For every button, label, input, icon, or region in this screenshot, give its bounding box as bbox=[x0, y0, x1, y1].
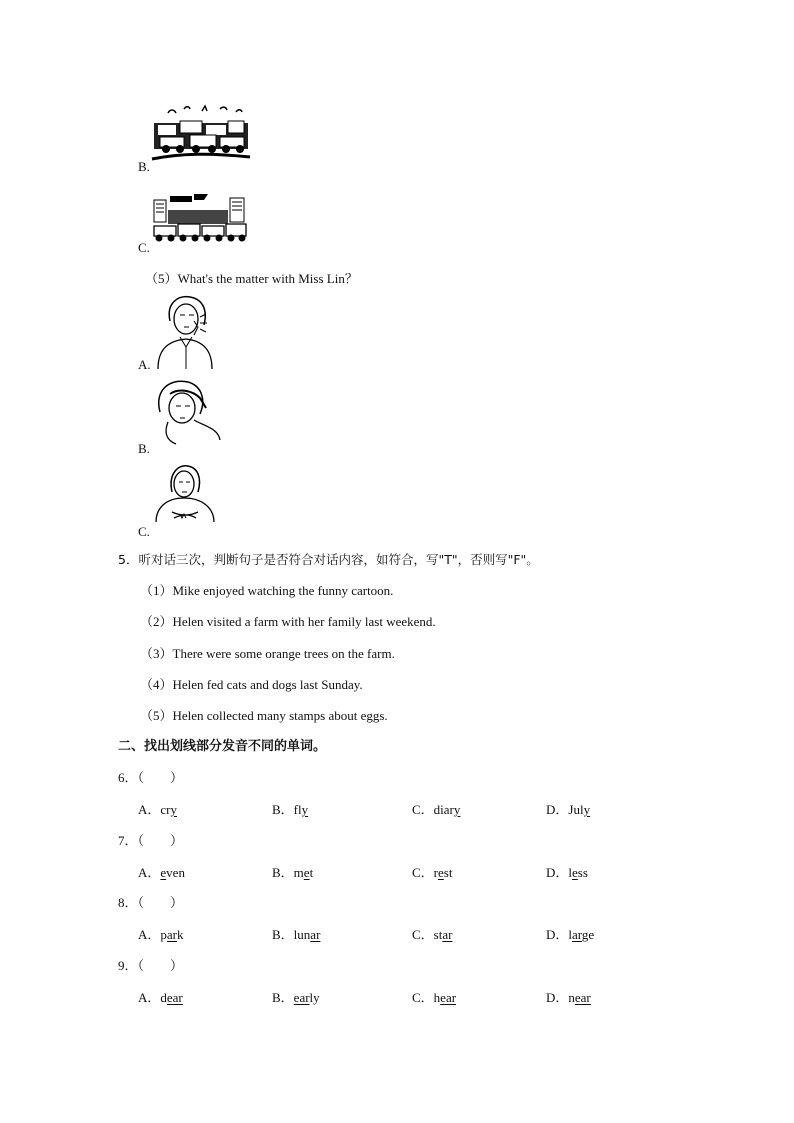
answer-option[interactable] bbox=[138, 927, 184, 942]
answer-option[interactable] bbox=[138, 990, 183, 1005]
underlined-letters: y bbox=[453, 802, 461, 817]
underlined-letters: ar bbox=[310, 927, 321, 942]
word-part: fl bbox=[293, 802, 302, 817]
option-letter: C． bbox=[412, 990, 434, 1005]
option-a-picture-toothache bbox=[150, 293, 220, 369]
word-part: d bbox=[160, 990, 167, 1005]
option-b-label: B. bbox=[138, 441, 150, 456]
option-letter: C． bbox=[412, 802, 434, 817]
underlined-letters: ar bbox=[166, 927, 177, 942]
list-item: （2）Helen visited a farm with her family last weekend. bbox=[140, 614, 436, 629]
word-part: h bbox=[433, 990, 441, 1005]
answer-option[interactable] bbox=[412, 802, 460, 817]
answer-option[interactable] bbox=[138, 865, 185, 880]
crowded-street-icon bbox=[150, 190, 250, 250]
underlined-letters: ar bbox=[442, 927, 453, 942]
word-part: ven bbox=[166, 865, 185, 880]
word-part: ge bbox=[581, 927, 595, 942]
underlined-letters: e bbox=[438, 865, 444, 880]
question-number: 9．（ ） bbox=[118, 958, 184, 973]
option-letter: A． bbox=[138, 865, 161, 880]
option-letter: A． bbox=[138, 802, 161, 817]
underlined-letters: ear bbox=[574, 990, 591, 1005]
list-item: （1）Mike enjoyed watching the funny cartoon. bbox=[140, 583, 394, 598]
word-part: l bbox=[568, 927, 573, 942]
option-c-picture-stomachache bbox=[150, 462, 222, 534]
underlined-letters: ear bbox=[440, 990, 457, 1005]
option-letter: A． bbox=[138, 927, 161, 942]
option-c-label: C. bbox=[138, 524, 150, 539]
list-item: （3）There were some orange trees on the farm. bbox=[140, 646, 395, 661]
option-c-picture-traffic bbox=[150, 190, 250, 250]
question-number: 8．（ ） bbox=[118, 895, 184, 910]
underlined-letters: e bbox=[303, 865, 310, 880]
answer-option[interactable] bbox=[546, 865, 588, 880]
list-item: （5）Helen collected many stamps about eggs. bbox=[140, 708, 388, 723]
underlined-letters: e bbox=[572, 865, 578, 880]
word-part: r bbox=[433, 865, 439, 880]
word-part: n bbox=[568, 990, 575, 1005]
word-part: m bbox=[293, 865, 304, 880]
word-part: Jul bbox=[568, 802, 584, 817]
underlined-letters: ear bbox=[293, 990, 310, 1005]
word-part: ss bbox=[577, 865, 588, 880]
word-part: diar bbox=[433, 802, 454, 817]
word-part: p bbox=[160, 927, 167, 942]
underlined-letters: y bbox=[170, 802, 177, 817]
option-letter: D． bbox=[546, 990, 569, 1005]
answer-option[interactable] bbox=[546, 990, 591, 1005]
woman-toothache-icon bbox=[150, 293, 220, 369]
word-part: ly bbox=[309, 990, 320, 1005]
option-letter: B． bbox=[272, 990, 294, 1005]
word-part: lun bbox=[293, 927, 311, 942]
answer-option[interactable] bbox=[412, 927, 452, 942]
answer-option[interactable] bbox=[546, 927, 594, 942]
option-a-label: A. bbox=[138, 357, 151, 372]
option-letter: B． bbox=[272, 927, 294, 942]
answer-option[interactable] bbox=[272, 802, 308, 817]
woman-headache-icon bbox=[150, 376, 226, 448]
underlined-letters: y bbox=[583, 802, 591, 817]
answer-option[interactable] bbox=[272, 990, 320, 1005]
woman-stomachache-icon bbox=[150, 462, 222, 534]
answer-option[interactable] bbox=[412, 865, 452, 880]
underlined-letters: e bbox=[160, 865, 167, 880]
option-letter: D． bbox=[546, 865, 569, 880]
word-part: st bbox=[443, 865, 453, 880]
word-part: l bbox=[568, 865, 573, 880]
word-part: cr bbox=[160, 802, 171, 817]
underlined-letters: ar bbox=[572, 927, 582, 942]
question-number: 6．（ ） bbox=[118, 770, 184, 785]
option-c-label: C. bbox=[138, 240, 150, 255]
option-b-picture-traffic bbox=[150, 103, 252, 167]
option-letter: D． bbox=[546, 927, 569, 942]
question-number: 7．（ ） bbox=[118, 833, 184, 848]
traffic-jam-icon bbox=[150, 103, 252, 167]
answer-option[interactable] bbox=[272, 865, 313, 880]
word-part: st bbox=[433, 927, 443, 942]
answer-option[interactable] bbox=[272, 927, 320, 942]
word-part: t bbox=[309, 865, 314, 880]
option-letter: D． bbox=[546, 802, 569, 817]
answer-option[interactable] bbox=[138, 802, 177, 817]
part-2-heading: 二、找出划线部分发音不同的单词。 bbox=[118, 739, 327, 754]
option-letter: C． bbox=[412, 927, 434, 942]
underlined-letters: ear bbox=[166, 990, 183, 1005]
option-letter: B． bbox=[272, 802, 294, 817]
answer-option[interactable] bbox=[546, 802, 590, 817]
underlined-letters: y bbox=[301, 802, 309, 817]
option-b-picture-headache bbox=[150, 376, 226, 448]
option-letter: A． bbox=[138, 990, 161, 1005]
question-4-5: （5）What's the matter with Miss Lin？ bbox=[145, 271, 358, 286]
answer-option[interactable] bbox=[412, 990, 456, 1005]
word-part: k bbox=[177, 927, 184, 942]
option-letter: C． bbox=[412, 865, 434, 880]
option-b-label: B. bbox=[138, 159, 150, 174]
list-item: （4）Helen fed cats and dogs last Sunday. bbox=[140, 677, 363, 692]
option-letter: B． bbox=[272, 865, 294, 880]
section-5-instruction: 5．听对话三次，判断句子是否符合对话内容，如符合，写"T"，否则写"F"。 bbox=[118, 552, 539, 567]
